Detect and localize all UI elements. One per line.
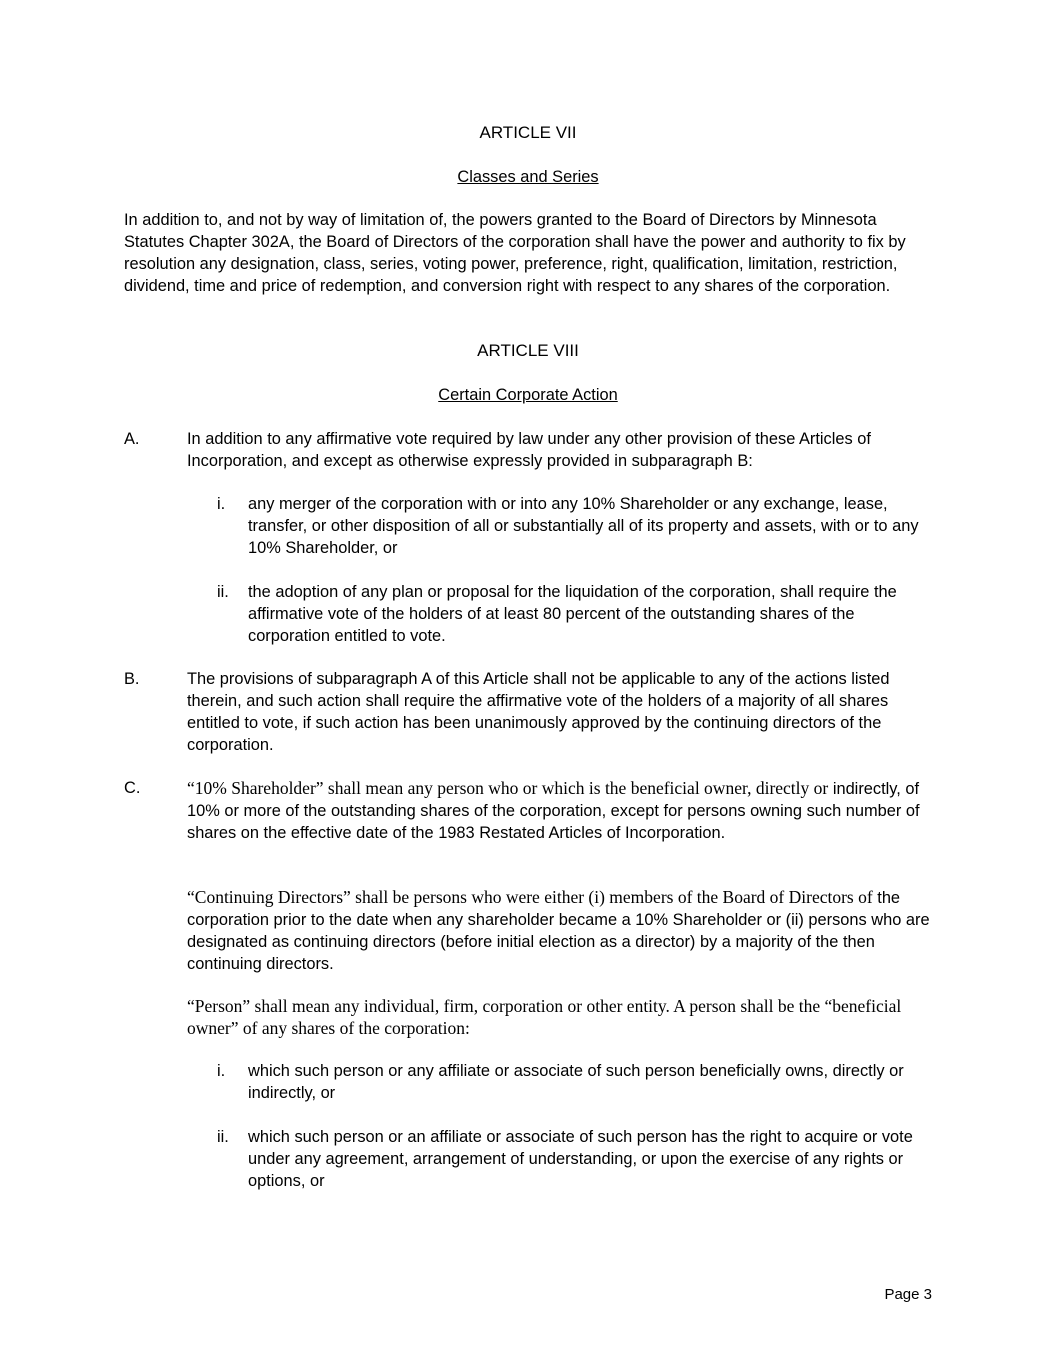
item-a-i-label: i. xyxy=(217,495,226,513)
section-c-p2 xyxy=(187,886,939,975)
item-a-ii-label: ii. xyxy=(217,583,229,601)
section-c-p3: “Person” shall mean any individual, firm, corporation or other entity. A person shall be the “beneficial owner” of any shares of the corporation: xyxy=(187,996,902,1038)
section-a-text: In addition to any affirmative vote required by law under any other provision of these Articles of Incorporation, and except as otherwise expressly provided in subparagraph B: xyxy=(187,430,871,470)
item-a-i-text: any merger of the corporation with or into any 10% Shareholder or any exchange, lease, transfer, or other disposition of all or substantially all of its property and assets, with or to any 10% Shareholder, or xyxy=(248,495,919,557)
section-c-label: C. xyxy=(124,779,141,797)
item-c-ii-text: which such person or an affiliate or associate of such person has the right to acquire or vote under any agreement, arrangement of understanding, or upon the exercise of any rights or options, or xyxy=(248,1128,913,1190)
section-c-p1-rest: indirectly, of 10% or more of the outstanding shares of the corporation, except for persons owning such number of shares on the effective date of the 1983 Restated Articles of Incorporation. xyxy=(187,780,920,842)
article-vii-title: ARTICLE VII xyxy=(479,123,577,142)
item-c-i-text: which such person or any affiliate or associate of such person beneficially owns, directly or indirectly, or xyxy=(248,1062,904,1102)
item-c-i-label: i. xyxy=(217,1062,226,1080)
section-c-p1-lead: “10% Shareholder” shall mean any person who or which is the beneficial owner, directly or xyxy=(187,778,829,798)
section-b-text: The provisions of subparagraph A of this Article shall not be applicable to any of the actions listed therein, and such action shall require the affirmative vote of the holders of a majority of all shares entitled to vote, if such action has been unanimously approved by the continuing directors of the corporation. xyxy=(187,670,890,754)
page-number: Page 3 xyxy=(884,1286,932,1303)
article-viii-subtitle: Certain Corporate Action xyxy=(438,386,618,404)
article-viii-title: ARTICLE VIII xyxy=(477,341,579,360)
article-vii-text: In addition to, and not by way of limitation of, the powers granted to the Board of Directors by Minnesota Statutes Chapter 302A, the Board of Directors of the corporation shall have the power and authority to fix by resolution any designation, class, series, voting power, preference, right, qualification, limitation, restriction, dividend, time and price of redemption, and conversion right with respect to any shares of the corporation. xyxy=(124,211,906,295)
section-a-label: A. xyxy=(124,430,140,448)
section-c-p2-rest: the corporation prior to the date when any shareholder became a 10% Shareholder or (ii) persons who are designated as continuing directors (before initial election as a director) by a majority of the then continuing directors. xyxy=(187,889,930,973)
item-a-ii-text: the adoption of any plan or proposal for the liquidation of the corporation, shall require the affirmative vote of the holders of at least 80 percent of the outstanding shares of the corporation entitled to vote. xyxy=(248,583,897,645)
item-c-ii-label: ii. xyxy=(217,1128,229,1146)
section-c-p1 xyxy=(187,777,939,844)
article-vii-subtitle: Classes and Series xyxy=(457,168,599,186)
section-c-p2-lead: “Continuing Directors” shall be persons who were either (i) members of the Board of Directors of xyxy=(187,887,873,907)
section-b-label: B. xyxy=(124,670,140,688)
